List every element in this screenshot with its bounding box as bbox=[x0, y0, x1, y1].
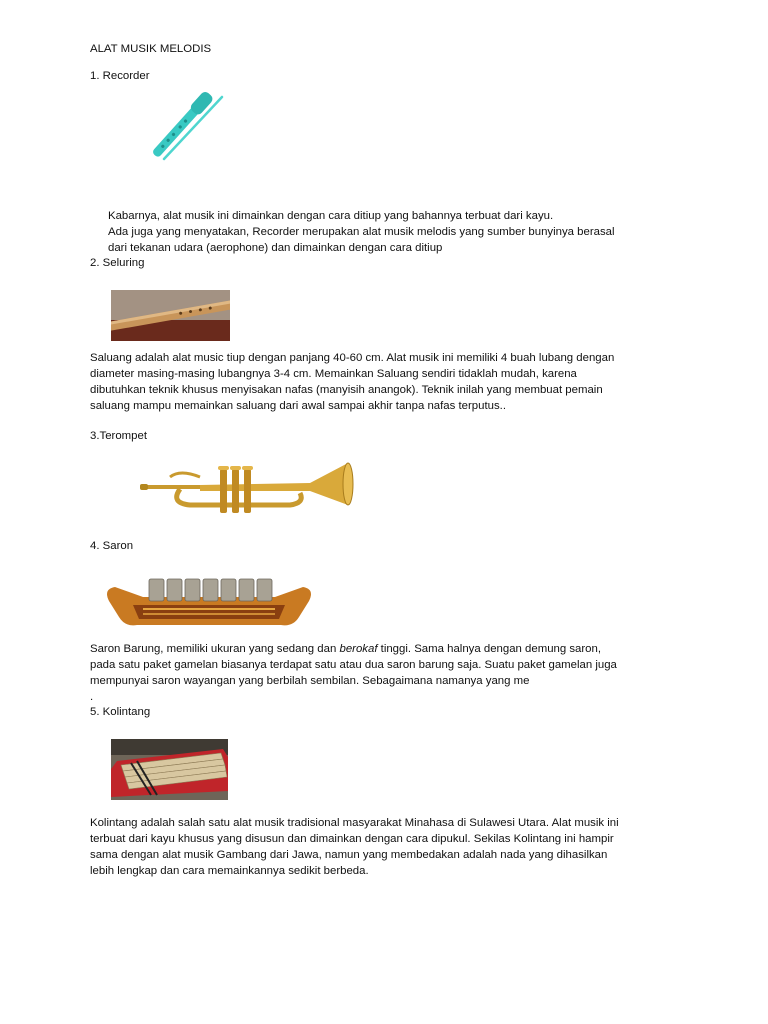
section-heading-seluring: 2. Seluring bbox=[90, 257, 145, 269]
section-heading-terompet: 3.Terompet bbox=[90, 430, 147, 442]
section-heading-kolintang: 5. Kolintang bbox=[90, 706, 151, 718]
seluring-paragraph: Saluang adalah alat music tiup dengan panjang 40-60 cm. Alat musik ini memiliki 4 buah lubang dengan diameter masing-masing lubangnya 3-4 cm. Memainkan Saluang sendiri tidaklah mudah, karena dibutuhkan teknik khusus menyisakan nafas (manyisih anangok). Teknik inilah yang membuat pemain saluang mampu memainkan saluang dari awal sampai akhir tanpa nafas terputus.. bbox=[90, 352, 615, 412]
kolintang-image bbox=[111, 739, 228, 800]
terompet-image bbox=[140, 455, 355, 521]
seluring-image bbox=[111, 290, 230, 341]
recorder-paragraph: Kabarnya, alat musik ini dimainkan dengan cara ditiup yang bahannya terbuat dari kayu. Ada juga yang menyatakan, Recorder merupakan alat musik melodis yang sumber bunyinya berasal dari tekanan udara (aerophone) dan dimainkan dengan cara ditiup bbox=[108, 210, 615, 254]
kolintang-paragraph: Kolintang adalah salah satu alat musik tradisional masyarakat Minahasa di Sulawesi Utara. Alat musik ini terbuat dari kayu khusus yang disusun dan dimainkan dengan cara dipukul. Sekilas Kolintang ini hampir sama dengan alat musik Gambang dari Jawa, namun yang membedakan adalah nada yang dihasilkan lebih lengkap dan cara memainkannya sedikit berbeda. bbox=[90, 817, 619, 877]
section-heading-saron: 4. Saron bbox=[90, 540, 134, 552]
saron-image bbox=[103, 571, 315, 630]
section-heading-recorder: 1. Recorder bbox=[90, 70, 150, 82]
recorder-image bbox=[140, 85, 228, 163]
page-title: ALAT MUSIK MELODIS bbox=[90, 43, 212, 55]
saron-paragraph: Saron Barung, memiliki ukuran yang sedang dan berokaf tinggi. Sama halnya dengan demung saron, pada satu paket gamelan biasanya terdapat satu atau dua saron barung saja. Suatu paket gamelan juga mempunyai saron wayangan yang berbilah sembilan. Sebagaimana namanya yang me . bbox=[90, 643, 617, 703]
